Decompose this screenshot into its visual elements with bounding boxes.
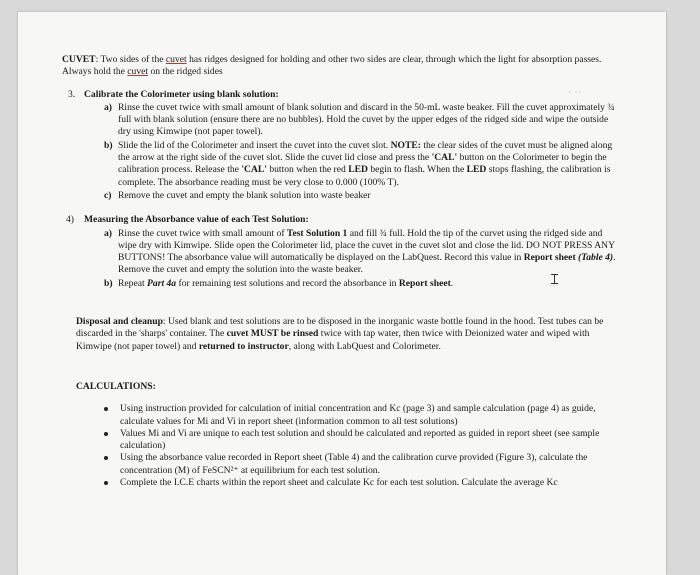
cuvet-word: cuvet: [127, 66, 149, 78]
step-4b-label: b): [104, 277, 113, 289]
step-4b-text: for remaining test solutions and record the absorbance in: [176, 277, 399, 289]
step-3b-text: button when the red: [266, 164, 349, 176]
step-4a-text: . Remove the cuvet and empty the solution into the waste beaker.: [118, 252, 616, 276]
step-3c: [84, 190, 622, 202]
led-label: LED: [466, 164, 487, 176]
cuvet-word: cuvet: [165, 54, 187, 65]
document-content: [62, 54, 622, 489]
document-page: [18, 12, 666, 575]
step-4a-text: and fill ¾ full. Hold the tip of the curvet using the ridged side and wipe dry with Kimwipe. Slide open the Colorimeter lid, place the cuvet in the cuvet slot and close the lid. DO NOT PRESS ANY BUTTONS! The absorbance value will automatically be displayed on the LabQuest. Record this value in: [118, 227, 615, 264]
note-label: NOTE:: [390, 139, 421, 151]
bullet-icon: [104, 432, 108, 436]
cuvet-paragraph: [62, 54, 622, 79]
scan-smudge: · ··: [568, 87, 582, 97]
cal-label: 'CAL': [241, 164, 267, 176]
cuvet-text: : Two sides of the: [95, 54, 166, 65]
step-4b: [84, 278, 622, 290]
disposal-title: Disposal and cleanup: [76, 316, 163, 328]
test-solution-label: Test Solution 1: [286, 227, 348, 239]
cuvet-text: on the ridged sides: [148, 66, 223, 78]
step-4b-text: Repeat: [118, 277, 148, 289]
report-sheet-label: Report sheet: [398, 277, 451, 289]
step-3b-text: the clear sides of the cuvet must be aligned along the arrow at the right side of the cuvet slot. Slide the cuvet lid close and press the: [118, 139, 613, 164]
calculations-section: [62, 381, 622, 489]
step-3-number: 3.: [68, 88, 76, 100]
table-ref: (Table 4): [578, 252, 614, 264]
calc-bullet-text: Using the absorbance value recorded in Report sheet (Table 4) and the calibration curve provided (Figure 3), calculate the concentration (M) of FeSCN²⁺ at equilibrium for each test solution.: [120, 452, 588, 476]
part-ref: Part 4a: [147, 277, 177, 289]
report-sheet-label: Report sheet: [523, 252, 576, 264]
cuvet-text: has ridges designed for holding and other two sides are clear, through which the light for: [186, 54, 530, 65]
returned-to-instructor: returned to instructor: [198, 340, 289, 352]
step-3c-label: c): [104, 189, 112, 201]
cuvet-text: absorption passes. Always hold the: [62, 54, 602, 78]
calculations-title: CALCULATIONS:: [76, 380, 156, 392]
step-3-section: [62, 89, 622, 203]
step-3a-label: a): [104, 101, 112, 113]
step-3a: [84, 102, 622, 139]
bullet-icon: [104, 481, 108, 485]
list-item: [76, 452, 622, 477]
step-3-title: Calibrate the Colorimeter using blank solution:: [84, 88, 279, 100]
step-3b-label: b): [104, 139, 113, 151]
step-4a-text: Rinse the cuvet twice with small amount of: [118, 227, 287, 239]
cal-label: 'CAL': [431, 152, 458, 164]
step-4-section: [62, 214, 622, 290]
cuvet-must-rinse: cuvet MUST be rinsed: [226, 328, 319, 340]
calc-bullet-text: Using instruction provided for calculation of initial concentration and Kc (page 3) and sample calculation (page 4) as guide, calculate values for Mi and Vi in report sheet (information common to all test solutions): [120, 403, 596, 427]
step-4-number: 4): [66, 214, 74, 226]
bullet-icon: [104, 456, 108, 460]
step-4-title: Measuring the Absorbance value of each Test Solution:: [84, 214, 309, 226]
led-label: LED: [348, 164, 368, 176]
step-3b-text: stops flashing, the calibration is complete. The absorbance reading must be very close to 0.000 (100% T).: [118, 164, 611, 188]
step-3b-text: Slide the lid of the Colorimeter and insert the cuvet into the cuvet slot.: [118, 139, 391, 151]
step-4b-text: .: [450, 277, 454, 289]
bullet-icon: [104, 407, 108, 411]
step-3a-text: Rinse the cuvet twice with small amount of blank solution and discard in the 50-mL waste beaker. Fill the cuvet approximately ¾ full with blank solution (ensure there are no bubbles). Hold the cuvet by the upper edges of the ridged side and wipe the outside dry using Kimwipe (not paper towel).: [118, 101, 615, 138]
disposal-text: twice with tap water, then twice with Deionized water and wiped with Kimwipe (not paper towel) and: [76, 328, 590, 352]
disposal-text: , along with LabQuest and Colorimeter.: [288, 340, 441, 352]
step-3b: [84, 140, 622, 189]
step-3b-text: begin to flash. When the: [367, 164, 467, 176]
step-3b-text: button on the Colorimeter to begin the calibration process. Release the: [118, 152, 607, 176]
list-item: [76, 428, 622, 453]
list-item: [76, 403, 622, 428]
cuvet-label: CUVET: [62, 54, 96, 65]
step-4a-label: a): [104, 227, 112, 239]
calc-bullet-text: Values Mi and Vi are unique to each test solution and should be calculated and reported as guided in report sheet (see sample calculation): [120, 427, 600, 452]
calc-bullet-text: Complete the I.C.E charts within the report sheet and calculate Kc for each test solution. Calculate the average Kc: [120, 477, 558, 489]
step-4a: [84, 228, 622, 277]
disposal-text: : Used blank and test solutions are to be disposed in the inorganic waste bottle found in the hood. Test tubes can be discarded in the 'sharps' container. The: [76, 316, 604, 340]
step-3c-text: Remove the cuvet and empty the blank solution into waste beaker: [118, 189, 371, 201]
list-item: [76, 477, 622, 489]
disposal-paragraph: [62, 316, 622, 353]
